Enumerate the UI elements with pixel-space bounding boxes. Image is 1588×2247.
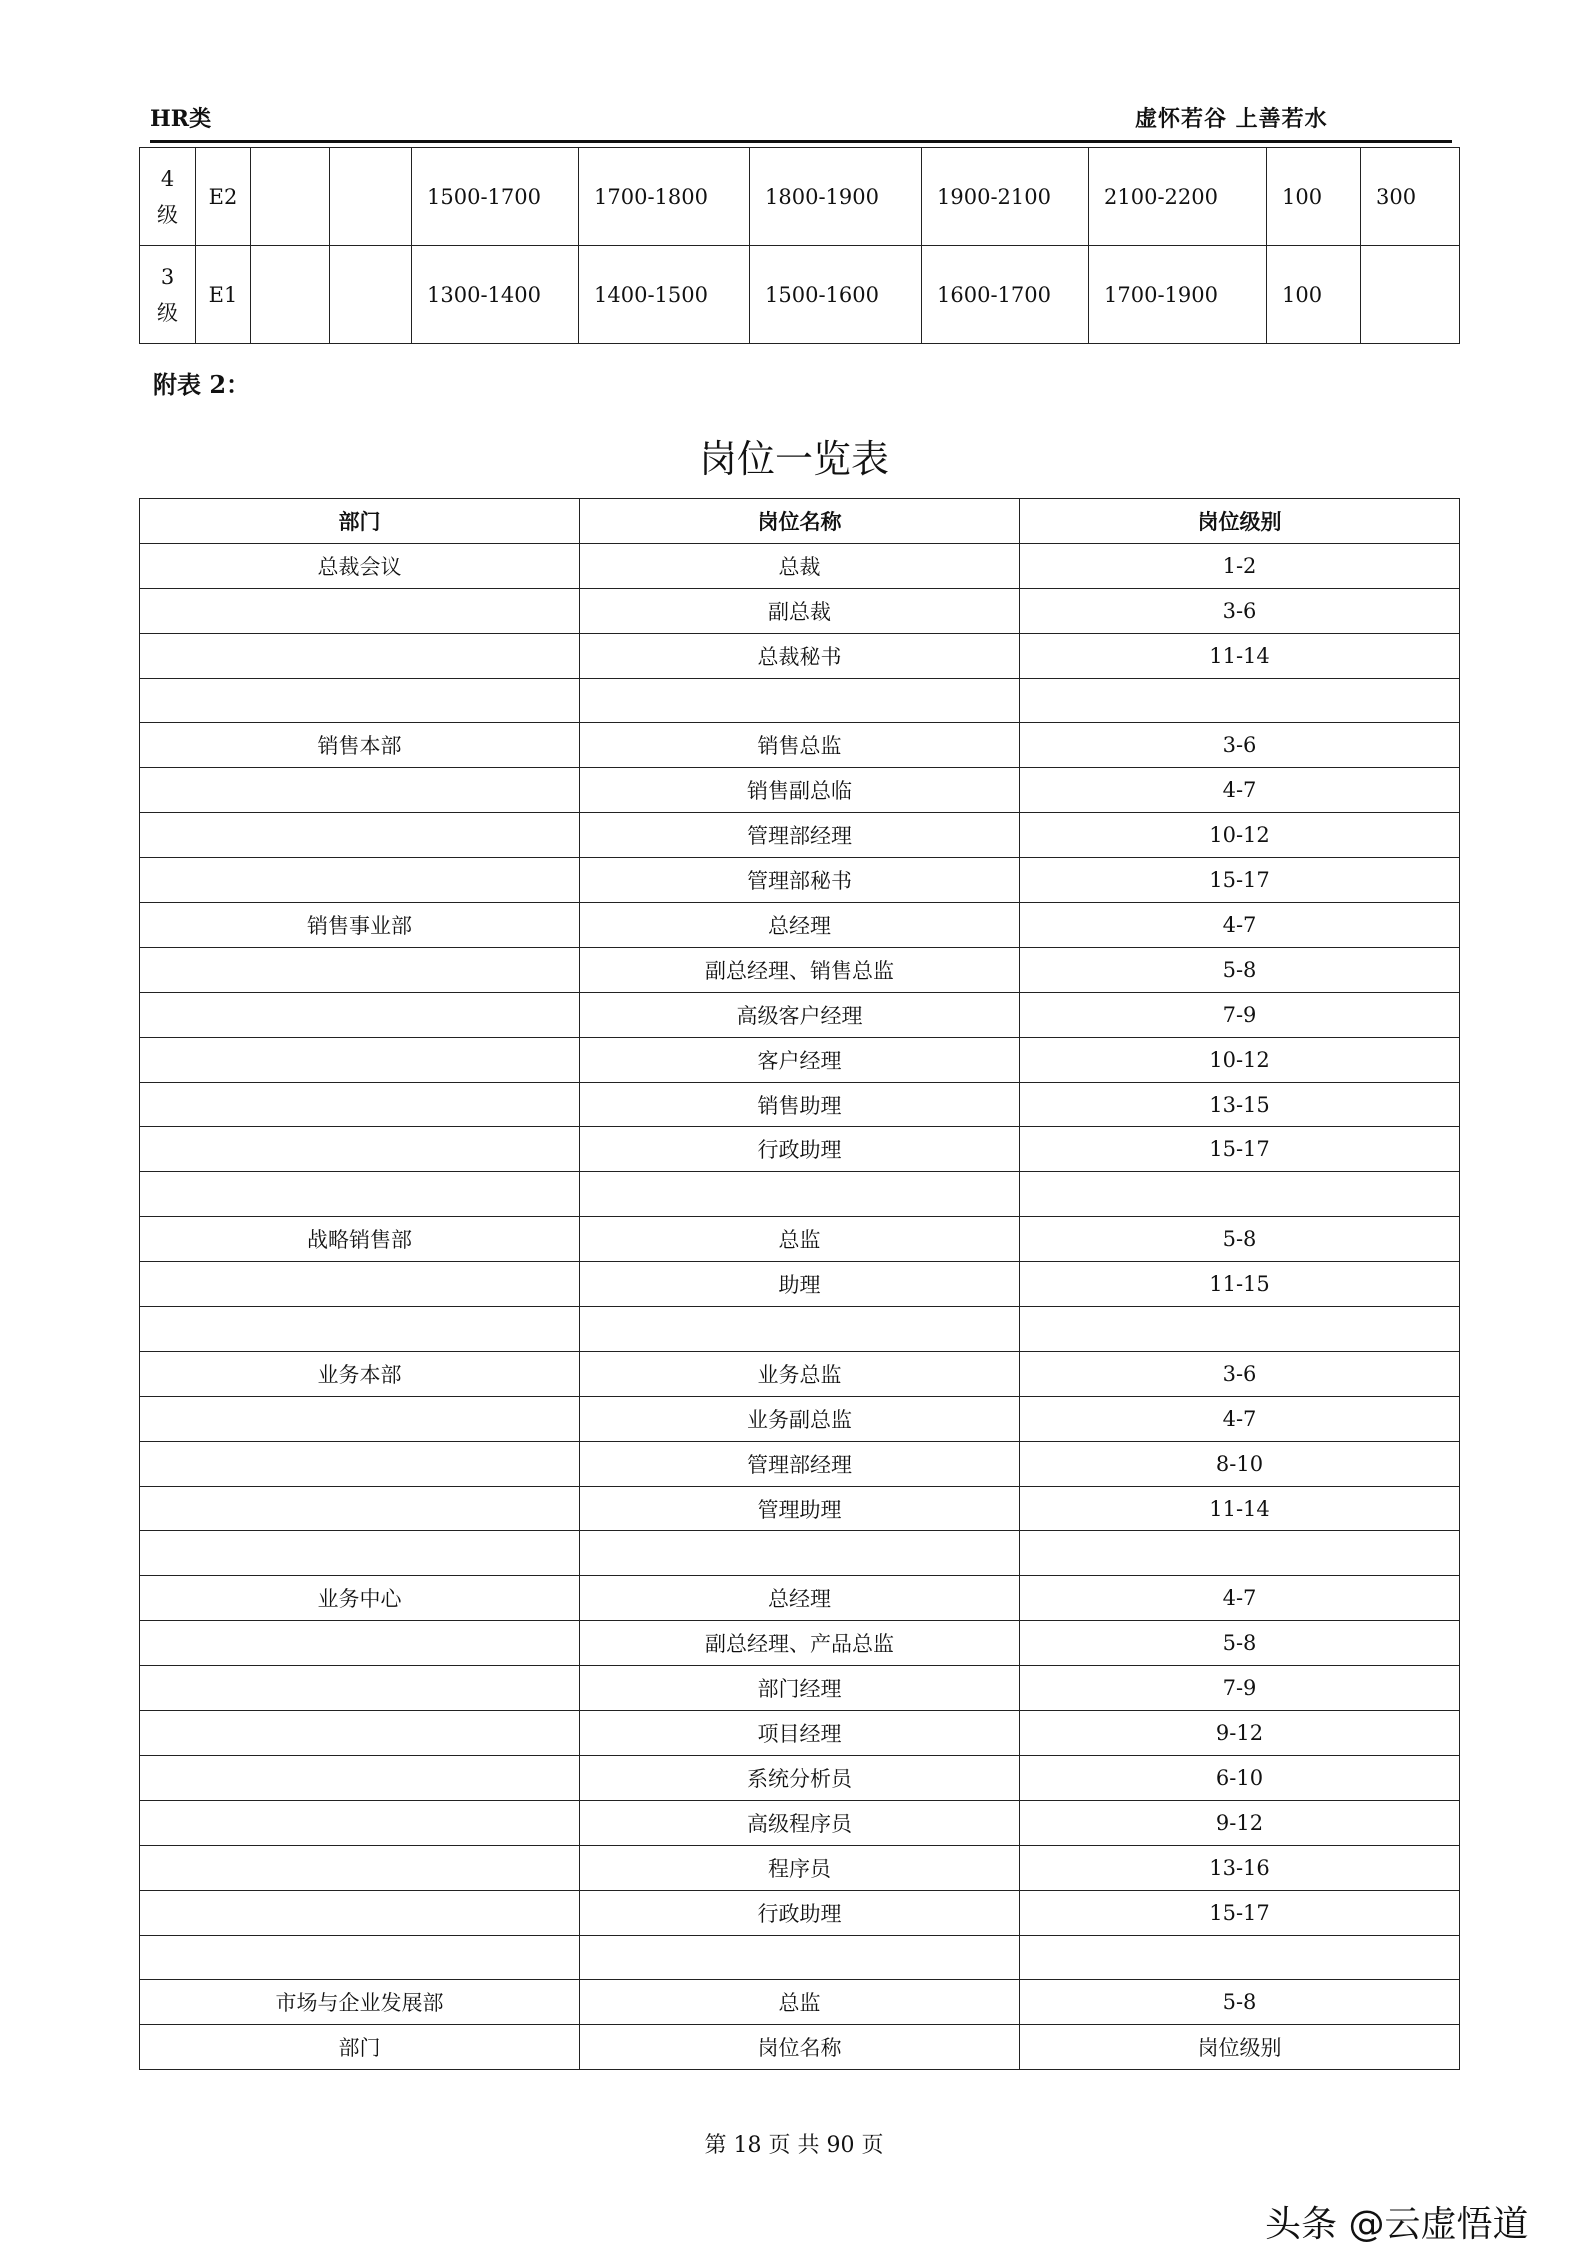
- department-cell: [140, 678, 580, 723]
- blank-cell: [330, 246, 412, 344]
- table-row: [140, 678, 1460, 723]
- position-level-cell: 6-10: [1020, 1755, 1460, 1800]
- position-name-cell: 岗位名称: [580, 2025, 1020, 2070]
- grade-level: [140, 148, 196, 246]
- job-position-table: [139, 498, 1460, 2070]
- position-level-cell: 7-9: [1020, 1666, 1460, 1711]
- pay-grade-table: [139, 147, 1460, 344]
- position-name-cell: 销售副总临: [580, 768, 1020, 813]
- header-rule: [150, 140, 1452, 143]
- department-cell: [140, 1755, 580, 1800]
- header-motto: 虚怀若谷 上善若水: [1135, 106, 1328, 132]
- header-category: HR类: [150, 106, 212, 132]
- position-level-cell: 5-8: [1020, 947, 1460, 992]
- position-level-cell: 3-6: [1020, 723, 1460, 768]
- department-cell: [140, 1711, 580, 1756]
- position-name-cell: 高级程序员: [580, 1800, 1020, 1845]
- salary-range: 1600-1700: [922, 246, 1089, 344]
- position-name-cell: 管理部经理: [580, 813, 1020, 858]
- position-name-cell: 项目经理: [580, 1711, 1020, 1756]
- header-position-level: 岗位级别: [1020, 499, 1460, 544]
- table-row: [140, 2025, 1460, 2070]
- department-cell: [140, 813, 580, 858]
- position-level-cell: [1020, 1531, 1460, 1576]
- position-name-cell: [580, 1531, 1020, 1576]
- position-level-cell: 5-8: [1020, 1980, 1460, 2025]
- grade-code: E2: [196, 148, 251, 246]
- position-name-cell: 销售总监: [580, 723, 1020, 768]
- table-row: [140, 633, 1460, 678]
- position-name-cell: 总监: [580, 1980, 1020, 2025]
- table-row: [140, 1262, 1460, 1307]
- position-level-cell: 13-15: [1020, 1082, 1460, 1127]
- position-level-cell: 9-12: [1020, 1800, 1460, 1845]
- department-cell: [140, 1621, 580, 1666]
- header-position-name: 岗位名称: [580, 499, 1020, 544]
- position-level-cell: 9-12: [1020, 1711, 1460, 1756]
- table-row: [140, 903, 1460, 948]
- table-row: [140, 992, 1460, 1037]
- position-level-cell: [1020, 1307, 1460, 1352]
- table-row: [140, 1531, 1460, 1576]
- grade-level-suffix: 级: [157, 300, 178, 325]
- table-row: [140, 1845, 1460, 1890]
- table-row: [140, 1217, 1460, 1262]
- position-level-cell: [1020, 1172, 1460, 1217]
- department-cell: [140, 1441, 580, 1486]
- position-name-cell: 总经理: [580, 1576, 1020, 1621]
- position-name-cell: 程序员: [580, 1845, 1020, 1890]
- salary-range: 1700-1900: [1089, 246, 1267, 344]
- table-row: [140, 1666, 1460, 1711]
- position-level-cell: 10-12: [1020, 1037, 1460, 1082]
- position-level-cell: 8-10: [1020, 1441, 1460, 1486]
- position-level-cell: 4-7: [1020, 903, 1460, 948]
- value-cell: 300: [1361, 148, 1460, 246]
- department-cell: [140, 992, 580, 1037]
- position-name-cell: 总监: [580, 1217, 1020, 1262]
- position-name-cell: 业务副总监: [580, 1396, 1020, 1441]
- department-cell: [140, 1531, 580, 1576]
- position-name-cell: [580, 678, 1020, 723]
- grade-level-number: 4: [160, 166, 175, 191]
- position-name-cell: 业务总监: [580, 1351, 1020, 1396]
- position-name-cell: 行政助理: [580, 1890, 1020, 1935]
- position-name-cell: 总裁: [580, 543, 1020, 588]
- position-level-cell: 15-17: [1020, 1127, 1460, 1172]
- department-cell: [140, 1890, 580, 1935]
- salary-range: 1800-1900: [750, 148, 922, 246]
- position-level-cell: 1-2: [1020, 543, 1460, 588]
- position-name-cell: 总裁秘书: [580, 633, 1020, 678]
- position-level-cell: 4-7: [1020, 768, 1460, 813]
- position-name-cell: 行政助理: [580, 1127, 1020, 1172]
- table-row: [140, 1037, 1460, 1082]
- grade-level-number: 3: [160, 264, 175, 289]
- value-cell: [1361, 246, 1460, 344]
- position-name-cell: 副总经理、销售总监: [580, 947, 1020, 992]
- position-name-cell: [580, 1307, 1020, 1352]
- position-level-cell: 11-15: [1020, 1262, 1460, 1307]
- table-row: [140, 1576, 1460, 1621]
- table-row: [140, 1127, 1460, 1172]
- position-name-cell: 部门经理: [580, 1666, 1020, 1711]
- position-level-cell: 7-9: [1020, 992, 1460, 1037]
- table-row: [140, 1935, 1460, 1980]
- position-name-cell: 副总经理、产品总监: [580, 1621, 1020, 1666]
- position-name-cell: 管理助理: [580, 1486, 1020, 1531]
- department-cell: 业务本部: [140, 1351, 580, 1396]
- watermark: 头条 @云虚悟道: [1265, 2204, 1529, 2245]
- department-cell: [140, 768, 580, 813]
- department-cell: [140, 1800, 580, 1845]
- page-footer: 第 18 页 共 90 页: [704, 2133, 884, 2158]
- table-row: [140, 1351, 1460, 1396]
- grade-level-suffix: 级: [157, 202, 178, 227]
- blank-cell: [251, 148, 330, 246]
- position-name-cell: 高级客户经理: [580, 992, 1020, 1037]
- department-cell: [140, 1486, 580, 1531]
- salary-range: 2100-2200: [1089, 148, 1267, 246]
- table-row: [140, 1800, 1460, 1845]
- department-cell: 总裁会议: [140, 543, 580, 588]
- table-row: [140, 543, 1460, 588]
- position-level-cell: 4-7: [1020, 1576, 1460, 1621]
- page-header: [150, 100, 1450, 140]
- blank-cell: [330, 148, 412, 246]
- position-level-cell: 岗位级别: [1020, 2025, 1460, 2070]
- department-cell: [140, 633, 580, 678]
- department-cell: 战略销售部: [140, 1217, 580, 1262]
- position-name-cell: 总经理: [580, 903, 1020, 948]
- position-name-cell: 销售助理: [580, 1082, 1020, 1127]
- position-level-cell: 3-6: [1020, 588, 1460, 633]
- table-row: [140, 1621, 1460, 1666]
- table-row: [140, 768, 1460, 813]
- department-cell: 业务中心: [140, 1576, 580, 1621]
- department-cell: [140, 588, 580, 633]
- appendix-label: 附表 2：: [153, 370, 251, 399]
- header-department: 部门: [140, 499, 580, 544]
- position-name-cell: 管理部经理: [580, 1441, 1020, 1486]
- position-level-cell: 4-7: [1020, 1396, 1460, 1441]
- position-level-cell: 5-8: [1020, 1621, 1460, 1666]
- table-row: [140, 1082, 1460, 1127]
- department-cell: [140, 858, 580, 903]
- value-cell: 100: [1267, 246, 1361, 344]
- grade-code: E1: [196, 246, 251, 344]
- salary-range: 1400-1500: [579, 246, 750, 344]
- position-level-cell: 13-16: [1020, 1845, 1460, 1890]
- table-row: [140, 813, 1460, 858]
- department-cell: 销售本部: [140, 723, 580, 768]
- department-cell: [140, 1845, 580, 1890]
- salary-range: 1300-1400: [412, 246, 579, 344]
- position-level-cell: 15-17: [1020, 858, 1460, 903]
- department-cell: [140, 1262, 580, 1307]
- position-name-cell: 管理部秘书: [580, 858, 1020, 903]
- salary-range: 1700-1800: [579, 148, 750, 246]
- department-cell: [140, 1935, 580, 1980]
- salary-range: 1500-1700: [412, 148, 579, 246]
- position-level-cell: 11-14: [1020, 633, 1460, 678]
- blank-cell: [251, 246, 330, 344]
- table-row: [140, 1711, 1460, 1756]
- pay-row: [140, 148, 1460, 246]
- table-row: [140, 1307, 1460, 1352]
- table-row: [140, 1396, 1460, 1441]
- position-name-cell: 系统分析员: [580, 1755, 1020, 1800]
- department-cell: [140, 947, 580, 992]
- table-header-row: [140, 499, 1460, 544]
- table-row: [140, 588, 1460, 633]
- department-cell: [140, 1666, 580, 1711]
- position-name-cell: [580, 1172, 1020, 1217]
- position-level-cell: [1020, 1935, 1460, 1980]
- department-cell: [140, 1082, 580, 1127]
- position-level-cell: [1020, 678, 1460, 723]
- table-row: [140, 1890, 1460, 1935]
- table-row: [140, 858, 1460, 903]
- position-name-cell: 助理: [580, 1262, 1020, 1307]
- grade-level: [140, 246, 196, 344]
- position-level-cell: 10-12: [1020, 813, 1460, 858]
- table-row: [140, 1172, 1460, 1217]
- table-row: [140, 947, 1460, 992]
- table-row: [140, 1486, 1460, 1531]
- department-cell: 市场与企业发展部: [140, 1980, 580, 2025]
- table-row: [140, 1441, 1460, 1486]
- table-row: [140, 723, 1460, 768]
- position-name-cell: [580, 1935, 1020, 1980]
- value-cell: 100: [1267, 148, 1361, 246]
- department-cell: [140, 1307, 580, 1352]
- department-cell: 部门: [140, 2025, 580, 2070]
- position-level-cell: 11-14: [1020, 1486, 1460, 1531]
- position-name-cell: 副总裁: [580, 588, 1020, 633]
- position-name-cell: 客户经理: [580, 1037, 1020, 1082]
- department-cell: 销售事业部: [140, 903, 580, 948]
- department-cell: [140, 1127, 580, 1172]
- table-row: [140, 1980, 1460, 2025]
- table-title: 岗位一览表: [698, 437, 889, 481]
- department-cell: [140, 1396, 580, 1441]
- pay-row: [140, 246, 1460, 344]
- position-level-cell: 5-8: [1020, 1217, 1460, 1262]
- department-cell: [140, 1172, 580, 1217]
- salary-range: 1900-2100: [922, 148, 1089, 246]
- position-level-cell: 15-17: [1020, 1890, 1460, 1935]
- department-cell: [140, 1037, 580, 1082]
- table-row: [140, 1755, 1460, 1800]
- salary-range: 1500-1600: [750, 246, 922, 344]
- position-level-cell: 3-6: [1020, 1351, 1460, 1396]
